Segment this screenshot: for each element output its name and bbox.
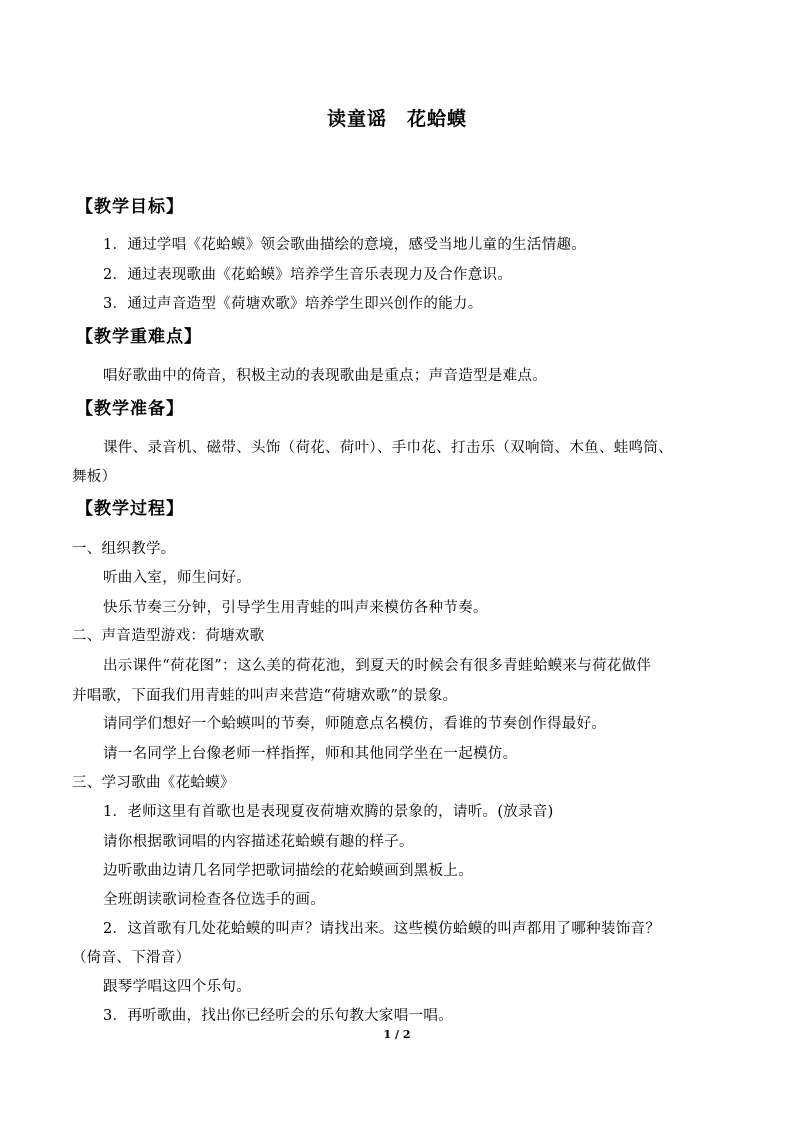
process-part3-line7: 跟琴学唱这四个乐句。	[103, 979, 251, 995]
process-part1-line2: 快乐节奏三分钟，引导学生用青蛙的叫声来模仿各种节奏。	[103, 600, 488, 616]
process-part2-line4: 请一名同学上台像老师一样指挥，师和其他同学坐在一起模仿。	[103, 746, 518, 762]
objective-item-2: 2．通过表现歌曲《花蛤蟆》培养学生音乐表现力及合作意识。	[103, 267, 513, 283]
heading-preparation: 【教学准备】	[76, 399, 184, 419]
process-part3-line1: 1．老师这里有首歌也是表现夏夜荷塘欢腾的景象的，请听。(放录音)	[103, 804, 554, 820]
objective-item-3: 3．通过声音造型《荷塘欢歌》培养学生即兴创作的能力。	[103, 296, 483, 312]
heading-objectives: 【教学目标】	[76, 197, 184, 217]
process-part3-title: 三、学习歌曲《花蛤蟆》	[72, 775, 235, 791]
page-title: 读童谣 花蛤蟆	[326, 108, 467, 130]
difficulties-text: 唱好歌曲中的倚音，积极主动的表现歌曲是重点；声音造型是难点。	[103, 368, 547, 384]
preparation-text-line1: 课件、录音机、磁带、头饰（荷花、荷叶）、手巾花、打击乐（双响筒、木鱼、蛙鸣筒、	[103, 440, 673, 456]
process-part3-line2: 请你根据歌词唱的内容描述花蛤蟆有趣的样子。	[103, 834, 414, 850]
page-number: 1 / 2	[383, 1028, 411, 1041]
heading-difficulties: 【教学重难点】	[76, 327, 202, 347]
preparation-text-line2: 舞板）	[72, 469, 117, 485]
process-part2-line1: 出示课件“荷花图”：这么美的荷花池，到夏天的时候会有很多青蛙蛤蟆来与荷花做伴	[103, 658, 652, 674]
process-part2-line2: 并唱歌，下面我们用青蛙的叫声来营造“荷塘欢歌”的景象。	[72, 688, 458, 704]
process-part3-line5: 2．这首歌有几处花蛤蟆的叫声？请找出来。这些模仿蛤蟆的叫声都用了哪种装饰音？	[103, 921, 661, 937]
process-part3-line4: 全班朗读歌词检查各位选手的画。	[103, 892, 325, 908]
process-part2-line3: 请同学们想好一个蛤蟆叫的节奏，师随意点名模仿，看谁的节奏创作得最好。	[103, 716, 607, 732]
process-part3-line3: 边听歌曲边请几名同学把歌词描绘的花蛤蟆画到黑板上。	[103, 863, 473, 879]
process-part2-title: 二、声音造型游戏：荷塘欢歌	[72, 628, 265, 644]
process-part3-line8: 3．再听歌曲，找出你已经听会的乐句教大家唱一唱。	[103, 1008, 453, 1024]
process-part3-line6: （倚音、下滑音）	[72, 950, 191, 966]
heading-process: 【教学过程】	[76, 499, 184, 519]
process-part1-line1: 听曲入室，师生问好。	[103, 570, 251, 586]
process-part1-title: 一、组织教学。	[72, 541, 176, 557]
objective-item-1: 1．通过学唱《花蛤蟆》领会歌曲描绘的意境，感受当地儿童的生活情趣。	[103, 237, 587, 253]
